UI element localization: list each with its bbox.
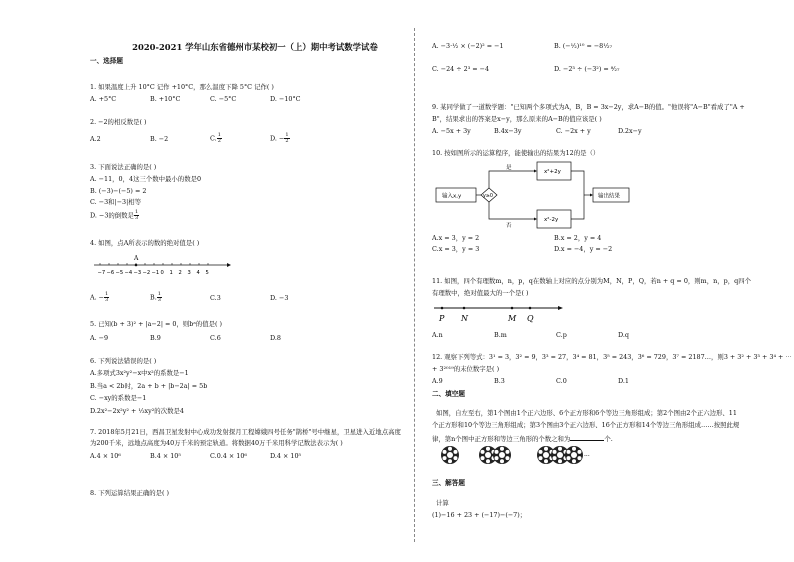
hexagon-center [557,452,563,458]
q4-number-line [94,248,234,278]
flow-yes-label: 是 [506,165,512,171]
flow-yes-path [489,171,534,188]
hexagon-cell [500,447,504,451]
q4-tick-label: −6 [106,270,115,276]
q14-expression: (1)−16 + 23 + (−17)−(−7)； [432,511,527,519]
q5-stem: 5. 已知(b + 3)² + |a−2| = 0，则bᵃ的值是( ) [90,320,222,328]
q11-label-n: N [461,314,468,323]
q11-stem-line2: 有理数中，绝对值最大的一个是( ) [432,289,529,297]
q9-stem-line2: B"，结果求出的答案是x−y，那么原来的A−B的值应该是( ) [432,115,602,123]
q9-option-d: D.2x−y [618,127,642,135]
q11-point-q [529,307,532,310]
q8-option-a: A. −3·¹⁄₂ × (−2)² = −1 [432,42,504,50]
q2-c-fraction: $\frac{1}{2}$ [217,132,221,144]
hexagon-cell [577,456,581,460]
q8-option-d: D. −2³ ÷ (−3²) = ⁸⁄₂₇ [554,65,620,73]
flow-no-path [489,202,534,219]
flow-no-arrow [534,218,537,221]
q5-option-a: A. −9 [90,334,109,342]
q2-option-c: C. $\frac{1}{2}$ [210,132,221,144]
hexagon-cell [505,450,509,454]
hexagon-cell [567,450,571,454]
flow-box-minus-label: x²-2y [544,217,559,223]
flow-output-label: 输出结果 [598,193,621,200]
column-divider [414,28,415,542]
q4-a-fraction: $\frac{1}{3}$ [105,291,109,303]
q7-stem-line1: 7. 2018年5月21日，西昌卫星发射中心成功发射探月工程嫦娥四号任务"鹊桥"号中继星，卫星进入近地点高度 [90,428,401,436]
q4-option-b: B. $\frac{1}{3}$ [150,291,161,303]
q4-tick-label: −3 [133,270,142,276]
q8-option-c: C. −24 ÷ 2³ = −4 [432,65,490,73]
flow-merge [571,171,584,219]
q2-option-d: D. − $\frac{1}{2}$ [270,132,289,144]
q4-stem: 4. 如图，点A所表示的数的绝对值是( ) [90,239,200,247]
q7-option-b: B.4 × 10⁵ [150,452,181,460]
q4-point-label: A [134,255,139,262]
q4-option-a: A. − $\frac{1}{3}$ [90,291,109,303]
q6-option-d: D.2x²−2x²y² + ¹⁄₃xy²的次数是4 [90,407,184,415]
q3-option-a: A. −11，0，4这三个数中最小的数是0 [90,175,202,183]
q1-option-d: D. −10°C [270,95,301,103]
q8-option-b: B. (−¹⁄₂)¹⁰ = −8¹⁄₂₇ [554,42,613,50]
q4-tick-label: −4 [124,270,133,276]
q3-stem: 3. 下面说法正确的是( ) [90,163,157,171]
hexagon-cell [505,456,509,460]
q4-tick-label: −2 [142,270,151,276]
q6-option-a: A.多项式3x²y²−x中x²的系数是−1 [90,369,189,377]
q11-point-n [463,307,466,310]
q13-stem-line2: 个正方形和10个等边三角形组成；第3个图由3个正六边形、16个正方形和14个等边三角形组成……按照此规 [432,421,740,429]
q3-option-b: B. (−3)−(−5) = 2 [90,187,147,195]
q11-label-m: M [508,314,517,323]
q9-option-c: C. −2x + y [556,127,591,135]
hexagon-cell [558,447,562,451]
q3-option-c: C. −3和|−3|相等 [90,198,142,206]
hexagon-cell [495,450,499,454]
q1-option-c: C. −5°C [210,95,237,103]
hexagon-cell [443,450,447,454]
hexagon-center [543,452,549,458]
q7-stem-line2: 为200千米，远地点高度为40万千米的预定轨道。将数据40万千米用科学记数法表示为( ) [90,439,343,447]
q4-tick-label: 1 [169,270,173,276]
q11-label-p: P [439,314,445,323]
hexagon-cell [539,456,543,460]
q11-option-c: C.p [556,331,567,339]
q2-option-a: A.2 [90,135,101,143]
q10-option-d: D.x = −4，y = −2 [554,245,613,253]
q7-option-a: A.4 × 10⁶ [90,452,121,460]
q1-option-b: B. +10°C [150,95,181,103]
q12-option-a: A.9 [432,377,443,385]
q4-tick-label: 0 [160,270,164,276]
hexagon-cell [500,459,504,463]
hexagon-cell [481,456,485,460]
q10-stem: 10. 按如图所示的运算程序，能使输出的结果为12的是（） [432,149,600,157]
q2-d-fraction: $\frac{1}{2}$ [285,132,289,144]
q11-number-line [434,300,564,326]
flow-input-label: 输入x,y [442,193,462,200]
hexagon-cell [453,450,457,454]
q11-axis-arrow [558,306,563,310]
q11-option-d: D.q [618,331,630,339]
q9-option-a: A. −5x + 3y [432,127,471,135]
hexagon-cell [448,459,452,463]
hexagon-cell [553,450,557,454]
q12-stem-line2: + 3²⁰¹⁹的末位数字是( ) [432,365,500,373]
hexagon-cell [558,459,562,463]
q11-option-b: B.m [494,331,507,339]
hexagon-center [499,452,505,458]
q4-tick-label: 2 [178,270,182,276]
hexagon-figure-group [441,446,583,464]
q7-option-d: D.4 × 10⁵ [270,452,302,460]
hexagon-cell [567,456,571,460]
q4-tick-label: −5 [115,270,124,276]
hexagon-cell [539,450,543,454]
q2-option-b: B. −2 [150,135,169,143]
hexagon-cell [453,456,457,460]
q12-option-d: D.1 [618,377,629,385]
q4-tick-label: 5 [205,270,209,276]
q10-option-a: A.x = 3，y = 2 [432,234,480,242]
flow-yes-arrow [534,170,537,173]
q2-stem: 2. −2的相反数是( ) [90,118,147,126]
exam-title: 2020-2021 学年山东省德州市某校初一（上）期中考试数学试卷 [132,42,378,52]
q13-stem-line1: 如图，自左至右，第1个图由1个正六边形、6个正方形和6个等边三角形组成；第2个图由2个正六边形、11 [436,409,737,417]
q13-ellipsis: ... [584,451,590,458]
q7-option-c: C.0.4 × 10⁶ [210,452,247,460]
hexagon-cell [572,447,576,451]
q13-stem-line3: 律，第n个图中正方形和等边三角形的个数之和为 个. [432,435,613,443]
q11-stem-line1: 11. 如图，四个有理数m，n，p，q在数轴上对应的点分别为M，N，P，Q，若n + q = 0，则m，n，p，q四个 [432,277,751,285]
q4-option-d: D. −3 [270,294,289,302]
flow-no-label: 否 [506,223,512,229]
q11-option-a: A.n [432,331,443,339]
hexagon-cell [448,447,452,451]
hexagon-cell [572,459,576,463]
q3-d-fraction: $\frac{1}{3}$ [134,209,139,221]
q4-b-fraction: $\frac{1}{3}$ [157,291,161,303]
q12-stem-line1: 12. 观察下列等式：3¹ = 3，3² = 9，3³ = 27，3⁴ = 81，3⁵ = 243，3⁶ = 729，3⁷ = 2187…，则3 + 3² + 3³ + 3⁴ + ⋯ [432,353,792,361]
q6-option-b: B.当a < 2b时，2a + b + |b−2a| = 5b [90,382,208,390]
q8-stem: 8. 下列运算结果正确的是( ) [90,489,170,497]
q6-stem: 6. 下列说法错误的是( ) [90,357,157,365]
section-solve-heading: 三、解答题 [432,479,465,487]
hexagon-cell [481,450,485,454]
q11-label-q: Q [527,314,534,323]
flow-out-arrowhead [590,194,593,197]
hexagon-cell [486,459,490,463]
q1-stem: 1. 如果温度上升 10°C 记作 +10°C，那么温度下降 5°C 记作( ) [90,83,274,91]
q6-option-c: C. −xy的系数是−1 [90,394,147,402]
q1-option-a: A. +5°C [90,95,117,103]
q9-option-b: B.4x−3y [494,127,522,135]
q10-option-c: C.x = 3，y = 3 [432,245,480,253]
q5-option-d: D.8 [270,334,281,342]
q4-tick-label: 4 [196,270,200,276]
q3-option-d: D. −3的倒数是 $\frac{1}{3}$ [90,209,139,221]
hexagon-cell [553,456,557,460]
q4-tick-label: 3 [187,270,191,276]
q10-flowchart [434,161,634,229]
q11-point-p [441,307,444,310]
hexagon-center [447,452,453,458]
q9-stem-line1: 9. 某同学做了一道数学题："已知两个多项式为A，B，B = 3x−2y，求A−B的值。"他误将"A−B"看成了"A + [432,103,745,111]
q4-option-c: C.3 [210,294,221,302]
hexagon-cell [495,456,499,460]
q13-answer-blank [570,434,604,441]
section-fill-heading: 二、填空题 [432,390,465,398]
q14-label: 计算 [436,499,449,507]
hexagon-cell [544,447,548,451]
q4-axis-arrow [227,263,231,267]
q10-option-b: B.x = 2，y = 4 [554,234,602,242]
q13-hexagon-figures [434,442,594,468]
q5-option-b: B.9 [150,334,161,342]
q5-option-c: C.6 [210,334,221,342]
hexagon-cell [486,447,490,451]
q12-option-c: C.0 [556,377,567,385]
flow-decision-label: y≥0 [483,194,493,199]
hexagon-cell [577,450,581,454]
hexagon-cell [544,459,548,463]
hexagon-cell [443,456,447,460]
section-choice-heading: 一、选择题 [90,57,123,65]
q4-tick-label: −7 [97,270,106,276]
hexagon-center [571,452,577,458]
q11-point-m [511,307,514,310]
hexagon-center [485,452,491,458]
q4-tick-label: −1 [151,270,160,276]
q12-option-b: B.3 [494,377,505,385]
flow-box-plus-label: x²+2y [544,169,561,175]
